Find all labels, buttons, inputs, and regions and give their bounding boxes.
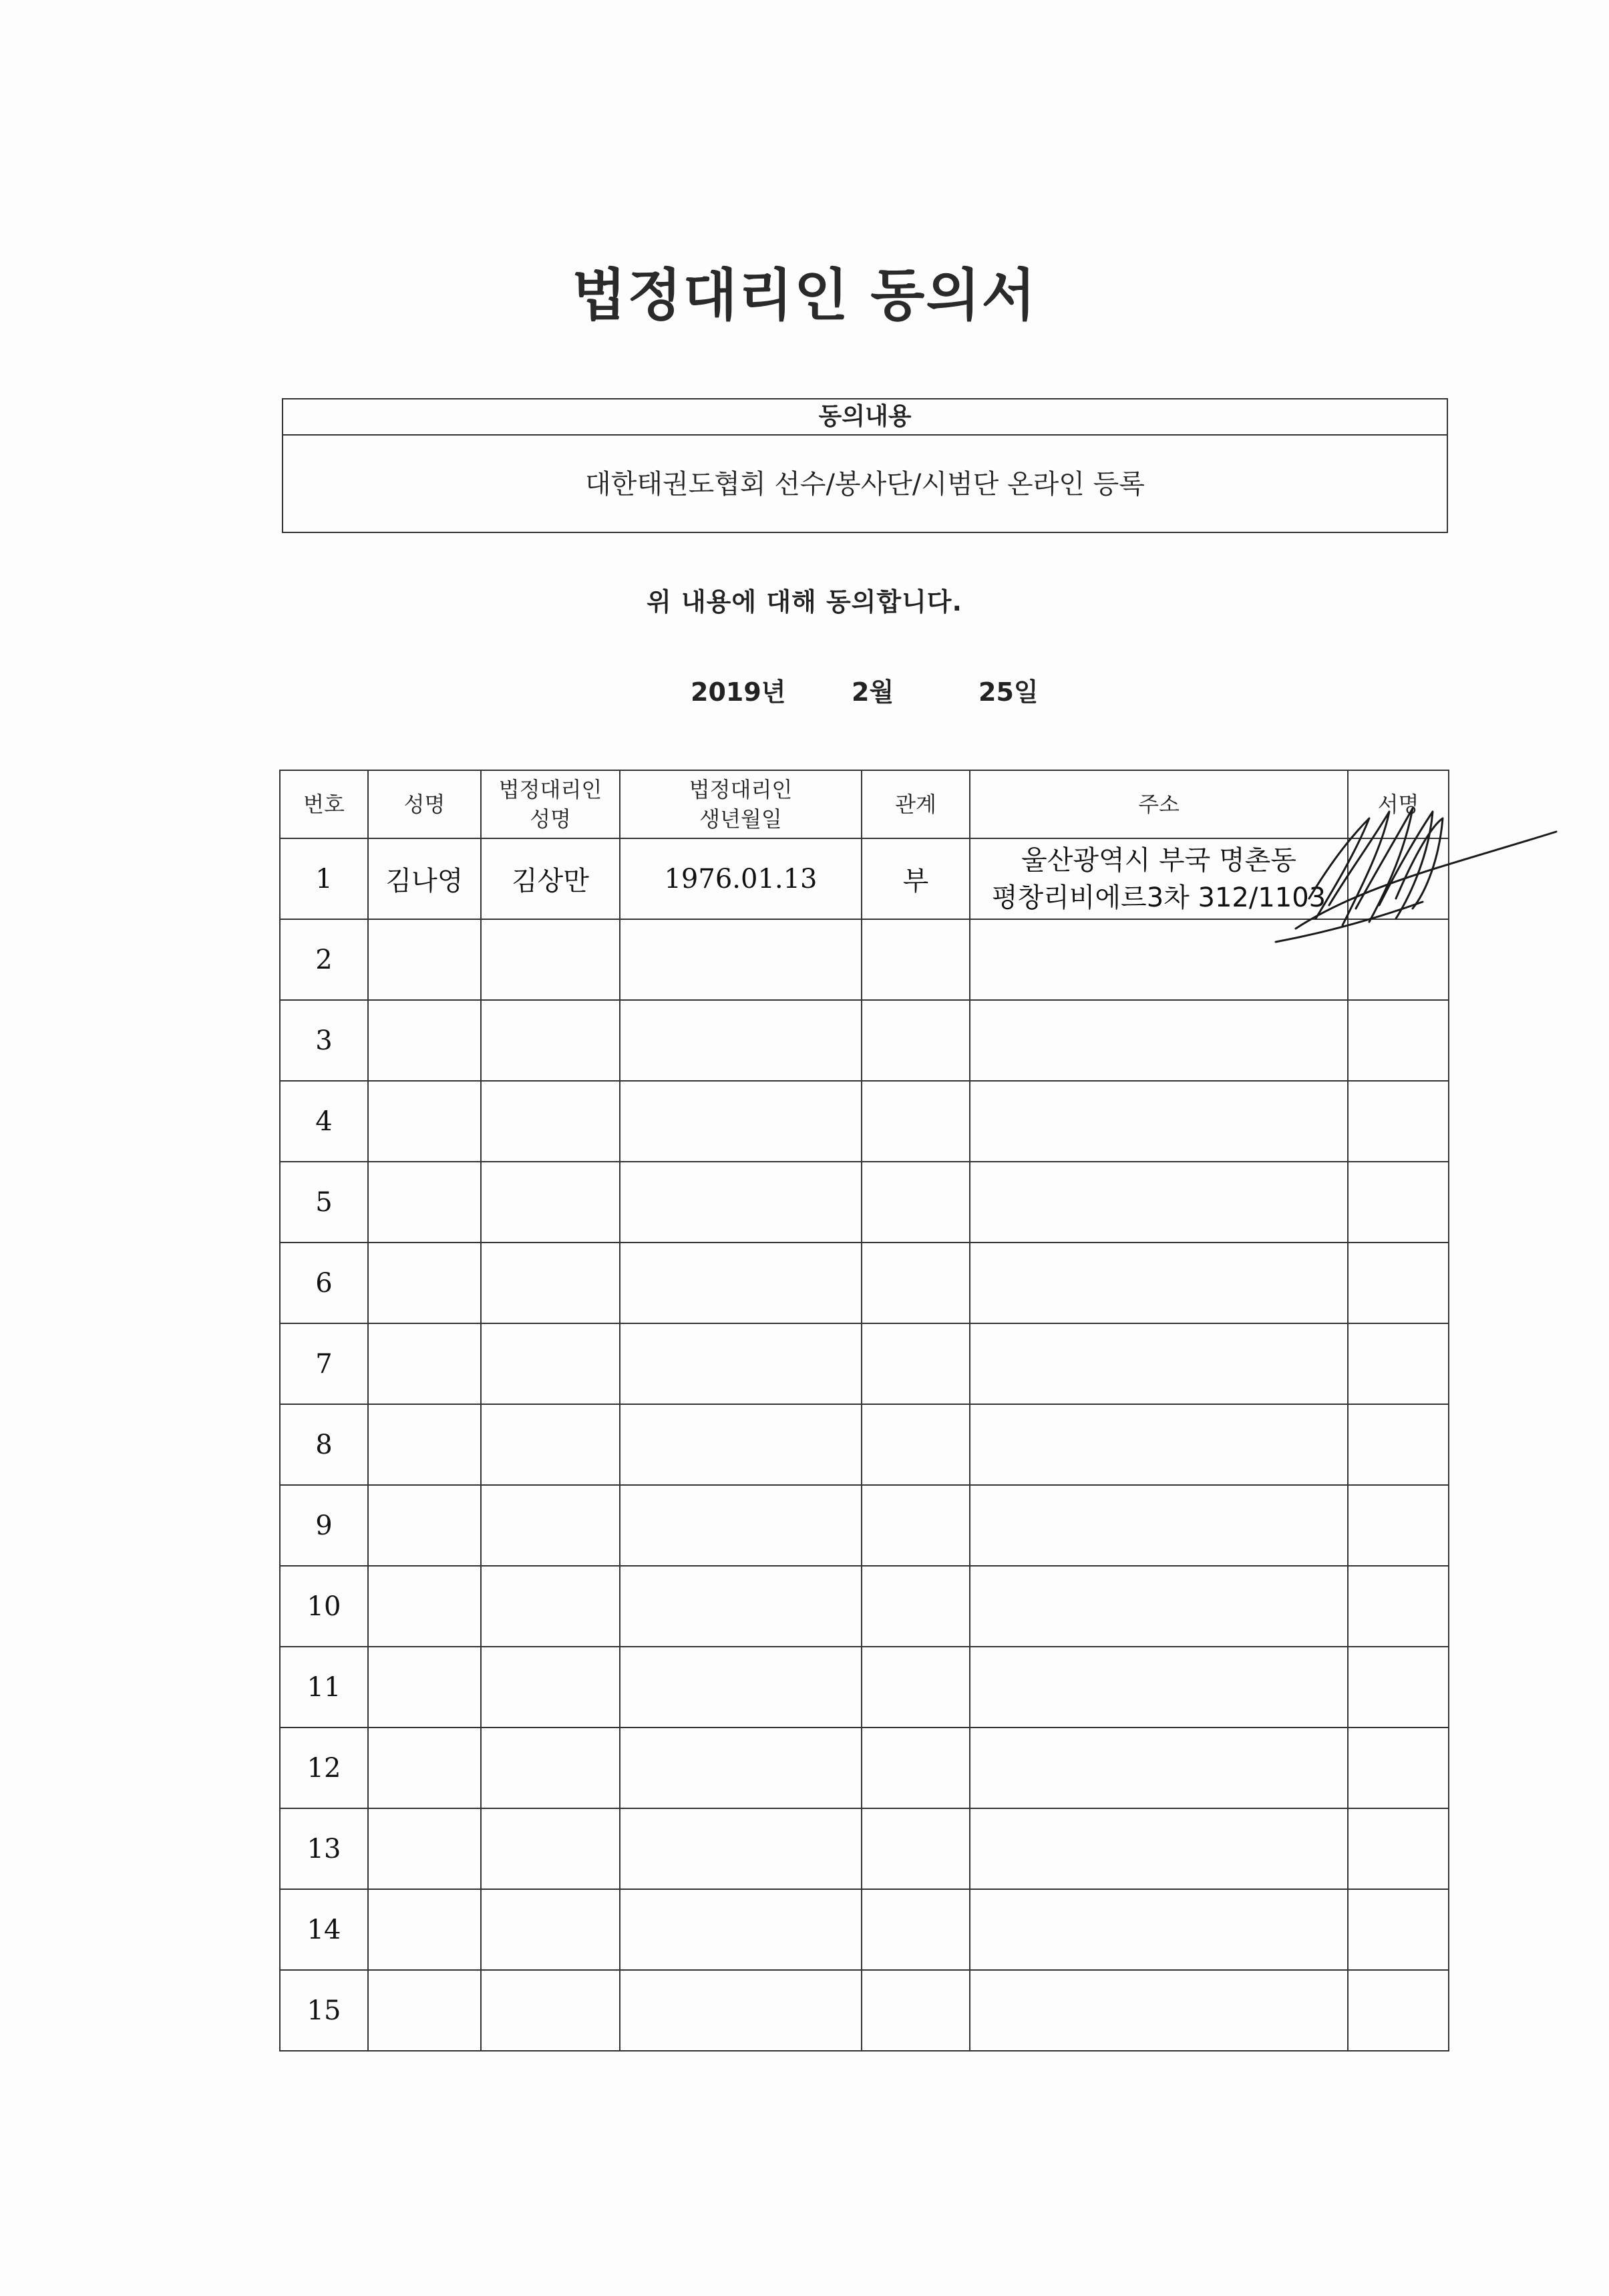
table-row: [280, 919, 1449, 1000]
row-relation: [862, 919, 970, 1000]
row-name: [368, 1889, 481, 1970]
row-guardian-name: [481, 1000, 620, 1081]
row-relation: [862, 1000, 970, 1081]
row-relation: [862, 1647, 970, 1728]
header-guardian-name: [481, 770, 620, 838]
row-signature-cell: [1348, 1081, 1449, 1162]
row-relation: [862, 1808, 970, 1889]
row-number: 15: [280, 1970, 368, 2051]
row-name: [368, 1162, 481, 1243]
row-guardian-name: [481, 1404, 620, 1485]
row-guardian-birth: [620, 1323, 862, 1404]
table-row: [280, 1000, 1449, 1081]
row-guardian-birth: [620, 1889, 862, 1970]
table-row: [280, 1970, 1449, 2051]
row-guardian-birth: [620, 1970, 862, 2051]
row-signature-cell: [1348, 1000, 1449, 1081]
row-guardian-birth: [620, 1162, 862, 1243]
table-row: [280, 1808, 1449, 1889]
row-guardian-birth: [620, 1647, 862, 1728]
row-relation: [862, 1081, 970, 1162]
row-guardian-name: 김상만: [481, 838, 620, 919]
consent-body: 대한태권도협회 선수/봉사단/시범단 온라인 등록: [585, 469, 1145, 500]
row-guardian-birth: [620, 1566, 862, 1647]
table-row: [280, 1889, 1449, 1970]
header-address: 주소: [970, 770, 1348, 838]
row-address: [970, 1728, 1348, 1808]
row-relation: [862, 1162, 970, 1243]
header-guardian-birth: [620, 770, 862, 838]
row-name: [368, 1000, 481, 1081]
row-guardian-birth: [620, 1243, 862, 1323]
row-address: [970, 1970, 1348, 2051]
row-number: 7: [280, 1323, 368, 1404]
row-address: [970, 1081, 1348, 1162]
table-header-row: [280, 770, 1449, 838]
row-guardian-name: [481, 1728, 620, 1808]
row-signature-cell: [1348, 1323, 1449, 1404]
row-number: 9: [280, 1485, 368, 1566]
row-guardian-name: [481, 1566, 620, 1647]
header-guardian-name-line1: 법정대리인: [498, 777, 602, 802]
row-address-line2: 평창리비에르3차 312/1103: [991, 882, 1326, 913]
row-relation: [862, 1323, 970, 1404]
row-name: [368, 1485, 481, 1566]
row-number: 4: [280, 1081, 368, 1162]
row-number: 3: [280, 1000, 368, 1081]
row-signature-cell: [1348, 1808, 1449, 1889]
row-name: [368, 919, 481, 1000]
header-signature: 서명: [1348, 770, 1449, 838]
row-name: [368, 1323, 481, 1404]
row-number: 11: [280, 1647, 368, 1728]
row-number: 1: [280, 838, 368, 919]
row-signature-cell: [1348, 1728, 1449, 1808]
row-address: [970, 1000, 1348, 1081]
row-guardian-birth: [620, 1808, 862, 1889]
header-guardian-name-line2: 성명: [530, 806, 571, 832]
row-address: [970, 1404, 1348, 1485]
row-name: [368, 1081, 481, 1162]
row-address: [970, 1647, 1348, 1728]
row-signature-cell: [1348, 1485, 1449, 1566]
row-number: 14: [280, 1889, 368, 1970]
table-row: [280, 1566, 1449, 1647]
row-guardian-name: [481, 1647, 620, 1728]
row-relation: [862, 1485, 970, 1566]
row-guardian-birth: [620, 1081, 862, 1162]
row-address: [970, 1323, 1348, 1404]
table-row: [280, 1404, 1449, 1485]
document-title: 법정대리인 동의서: [572, 263, 1037, 328]
header-guardian-birth-line1: 법정대리인: [689, 777, 793, 802]
header-number: 번호: [280, 770, 368, 838]
row-guardian-name: [481, 1485, 620, 1566]
row-name: [368, 1808, 481, 1889]
row-address: [970, 1162, 1348, 1243]
row-guardian-name: [481, 1243, 620, 1323]
row-number: 13: [280, 1808, 368, 1889]
row-guardian-name: [481, 1323, 620, 1404]
row-relation: 부: [862, 838, 970, 919]
consent-box: [282, 398, 1448, 533]
row-relation: [862, 1566, 970, 1647]
table-row: [280, 1162, 1449, 1243]
row-guardian-name: [481, 1808, 620, 1889]
date-day: 25일: [978, 677, 1039, 707]
date-year: 2019년: [691, 677, 786, 707]
row-guardian-name: [481, 1081, 620, 1162]
table-row: [280, 1243, 1449, 1323]
date-month: 2월: [852, 677, 894, 707]
row-number: 10: [280, 1566, 368, 1647]
row-signature-cell: [1348, 1162, 1449, 1243]
row-relation: [862, 1970, 970, 2051]
row-number: 2: [280, 919, 368, 1000]
row-name: [368, 1647, 481, 1728]
row-name: 김나영: [368, 838, 481, 919]
row-name: [368, 1566, 481, 1647]
header-guardian-birth-line2: 생년월일: [699, 806, 782, 832]
row-number: 6: [280, 1243, 368, 1323]
row-signature-cell: [1348, 1647, 1449, 1728]
row-guardian-birth: [620, 919, 862, 1000]
row-guardian-name: [481, 1970, 620, 2051]
consent-header: 동의내용: [283, 399, 1447, 436]
row-address: [970, 1566, 1348, 1647]
table-row: [280, 1647, 1449, 1728]
header-name: 성명: [368, 770, 481, 838]
row-relation: [862, 1404, 970, 1485]
row-signature-cell: [1348, 1889, 1449, 1970]
row-signature-cell: [1348, 1970, 1449, 2051]
table-row: [280, 1081, 1449, 1162]
table-row: [280, 1323, 1449, 1404]
row-signature-cell: [1348, 1566, 1449, 1647]
row-guardian-birth: [620, 1404, 862, 1485]
row-signature-cell: [1348, 1243, 1449, 1323]
row-relation: [862, 1243, 970, 1323]
table-row: [280, 1728, 1449, 1808]
row-address: [970, 1889, 1348, 1970]
row-guardian-birth: [620, 1728, 862, 1808]
row-relation: [862, 1728, 970, 1808]
agreement-statement: 위 내용에 대해 동의합니다.: [647, 587, 962, 617]
row-address: [970, 1808, 1348, 1889]
row-relation: [862, 1889, 970, 1970]
row-address: [970, 1243, 1348, 1323]
row-address: [970, 1485, 1348, 1566]
table-row: [280, 1485, 1449, 1566]
row-number: 8: [280, 1404, 368, 1485]
header-relation: 관계: [862, 770, 970, 838]
row-guardian-name: [481, 1162, 620, 1243]
row-name: [368, 1404, 481, 1485]
row-name: [368, 1243, 481, 1323]
row-signature-cell: [1348, 1404, 1449, 1485]
handwritten-signature-icon: [1289, 792, 1570, 952]
row-guardian-name: [481, 919, 620, 1000]
row-guardian-birth: 1976.01.13: [620, 838, 862, 919]
row-number: 5: [280, 1162, 368, 1243]
row-guardian-name: [481, 1889, 620, 1970]
table-row: [280, 838, 1449, 919]
row-guardian-birth: [620, 1485, 862, 1566]
guardian-table: [279, 770, 1449, 2052]
row-name: [368, 1728, 481, 1808]
row-name: [368, 1970, 481, 2051]
row-address-line1: 울산광역시 부국 명촌동: [1021, 844, 1296, 876]
row-guardian-birth: [620, 1000, 862, 1081]
row-number: 12: [280, 1728, 368, 1808]
